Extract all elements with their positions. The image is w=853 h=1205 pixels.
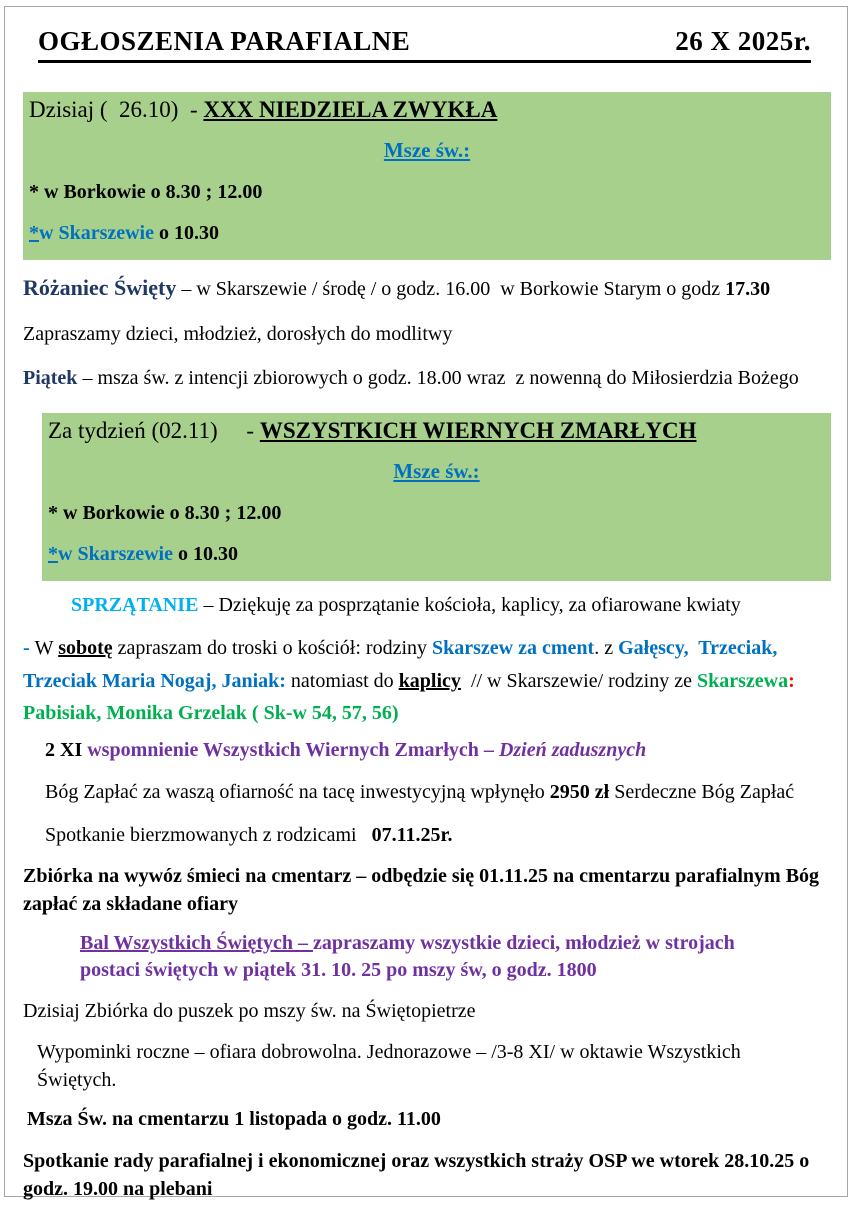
masses-label-today bbox=[29, 138, 825, 163]
saturday-dash: - bbox=[23, 637, 35, 660]
today-sunday-block bbox=[23, 92, 831, 260]
document-header bbox=[38, 26, 811, 63]
families-church-group: Skarszew za cment bbox=[432, 637, 595, 660]
saturday-t2: zapraszam do troski o kościół: rodziny bbox=[112, 637, 433, 660]
parish-council-paragraph: Spotkanie rady parafialnej i ekonomicznej oraz wszystkich straży OSP we wtorek 28.10.25 o godz. 19.00 na plebani bbox=[23, 1150, 815, 1200]
collection-text-2: Serdeczne Bóg Zapłać bbox=[609, 781, 795, 804]
skarszew-link-2 bbox=[48, 543, 173, 565]
collection-paragraph bbox=[23, 779, 831, 807]
today-heading bbox=[29, 97, 825, 123]
masses-label-text-2: Msze św.: bbox=[393, 458, 480, 483]
saturday-t3: . z bbox=[594, 637, 619, 660]
friday-text: – msza św. z intencji zbiorowych o godz. 18.00 wraz z nowenną do Miłosierdzia Bożego bbox=[77, 367, 799, 390]
skarszew-link-text: w Skarszewie bbox=[39, 222, 154, 244]
all-souls-date: 2 XI bbox=[45, 738, 88, 761]
ball-title: Bal Wszystkich Świętych – bbox=[80, 931, 313, 954]
skarszew-link bbox=[29, 222, 154, 244]
rosary-text: – w Skarszewie / środę / o godz. 16.00 w Borkowie Starym o godz bbox=[176, 278, 726, 300]
saturday-t5: // w Skarszewie/ rodziny ze bbox=[460, 669, 697, 692]
collection-amount: 2950 zł bbox=[549, 781, 610, 804]
mass-skarszew-next-week bbox=[48, 543, 825, 566]
collection-text-1: Bóg Zapłać za waszą ofiarność na tacę inwestycyjną wpłynęło bbox=[45, 781, 550, 804]
all-souls-text: wspomnienie Wszystkich Wiernych Zmarłych – bbox=[87, 738, 499, 761]
mass-borkow-today: * w Borkowie o 8.30 ; 12.00 bbox=[29, 181, 263, 203]
saturday-t4: natomiast do bbox=[285, 669, 399, 692]
all-souls-name: Dzień zadusznych bbox=[498, 738, 647, 761]
rosary-paragraph bbox=[23, 273, 831, 304]
cleaning-text: – Dziękuję za posprzątanie kościoła, kaplicy, za ofiarowane kwiaty bbox=[198, 593, 741, 616]
red-colon: : bbox=[788, 669, 795, 692]
families-chapel-names: Pabisiak, Monika Grzelak ( Sk-w 54, 57, 56) bbox=[23, 669, 800, 725]
all-saints-ball-paragraph bbox=[23, 930, 831, 985]
next-week-block bbox=[42, 413, 831, 581]
next-week-feast-name: WSZYSTKICH WIERNYCH ZMARŁYCH bbox=[259, 417, 697, 443]
cemetery-mass-paragraph: Msza Św. na cmentarzu 1 listopada o godz. 11.00 bbox=[27, 1108, 441, 1131]
saturday-t1: W bbox=[34, 637, 59, 660]
rosary-time: 17.30 bbox=[725, 278, 771, 300]
header-date: 26 X 2025r. bbox=[675, 26, 811, 56]
mass-skarszew-today bbox=[29, 222, 825, 245]
saturday-word: sobotę bbox=[58, 637, 113, 660]
families-church-names: Gałęscy, Trzeciak, Trzeciak Maria Nogaj, Janiak: bbox=[23, 637, 782, 692]
masses-label-next-week bbox=[48, 459, 825, 484]
page-title: OGŁOSZENIA PARAFIALNE bbox=[38, 26, 411, 56]
chapel-word: kaplicy bbox=[398, 669, 461, 692]
confirmation-date: 07.11.25r. bbox=[371, 823, 453, 846]
mass-borkow-next-week: * w Borkowie o 8.30 ; 12.00 bbox=[48, 501, 282, 524]
all-souls-paragraph bbox=[23, 737, 831, 765]
wypominki-paragraph: Wypominki roczne – ofiara dobrowolna. Jednorazowe – /3-8 XI/ w oktawie Wszystkich Świętych. bbox=[37, 1041, 746, 1091]
today-feast-name: XXX NIEDZIELA ZWYKŁA bbox=[203, 97, 498, 122]
ball-details: zapraszamy wszystkie dzieci, młodzież w strojach postaci świętych w piątek 31. 10. 25 po mszy św, o godz. 1800 bbox=[80, 931, 740, 982]
saturday-families-paragraph bbox=[23, 632, 831, 729]
families-chapel-group: Skarszewa bbox=[696, 669, 789, 692]
skarszew-time: o 10.30 bbox=[153, 222, 219, 244]
announcement-sheet bbox=[23, 0, 831, 1203]
confirmation-text: Spotkanie bierzmowanych z rodzicami bbox=[45, 823, 372, 846]
skarszew-link-text-2: w Skarszewie bbox=[58, 542, 173, 565]
cleaning-lead: SPRZĄTANIE bbox=[71, 593, 199, 616]
peters-pence-paragraph: Dzisiaj Zbiórka do puszek po mszy św. na Świętopietrze bbox=[23, 999, 476, 1022]
next-week-heading bbox=[48, 418, 825, 444]
invitation-paragraph: Zapraszamy dzieci, młodzież, dorosłych do modlitwy bbox=[23, 322, 453, 345]
skarszew-star-2: * bbox=[48, 542, 58, 565]
confirmation-meeting-paragraph bbox=[23, 822, 831, 850]
skarszew-star: * bbox=[29, 222, 39, 244]
today-prefix: Dzisiaj ( 26.10) - bbox=[29, 97, 204, 122]
cleaning-paragraph bbox=[23, 592, 831, 620]
friday-paragraph bbox=[23, 365, 831, 393]
skarszew-time-2: o 10.30 bbox=[172, 542, 238, 565]
rosary-lead: Różaniec Święty bbox=[23, 275, 177, 300]
trash-collection-paragraph: Zbiórka na wywóz śmieci na cmentarz – odbędzie się 01.11.25 na cmentarzu parafialnym Bóg zapłać za składane ofiary bbox=[23, 865, 825, 915]
next-week-prefix: Za tydzień (02.11) - bbox=[48, 417, 260, 443]
friday-lead: Piątek bbox=[23, 367, 78, 390]
masses-label-text: Msze św.: bbox=[383, 138, 471, 162]
